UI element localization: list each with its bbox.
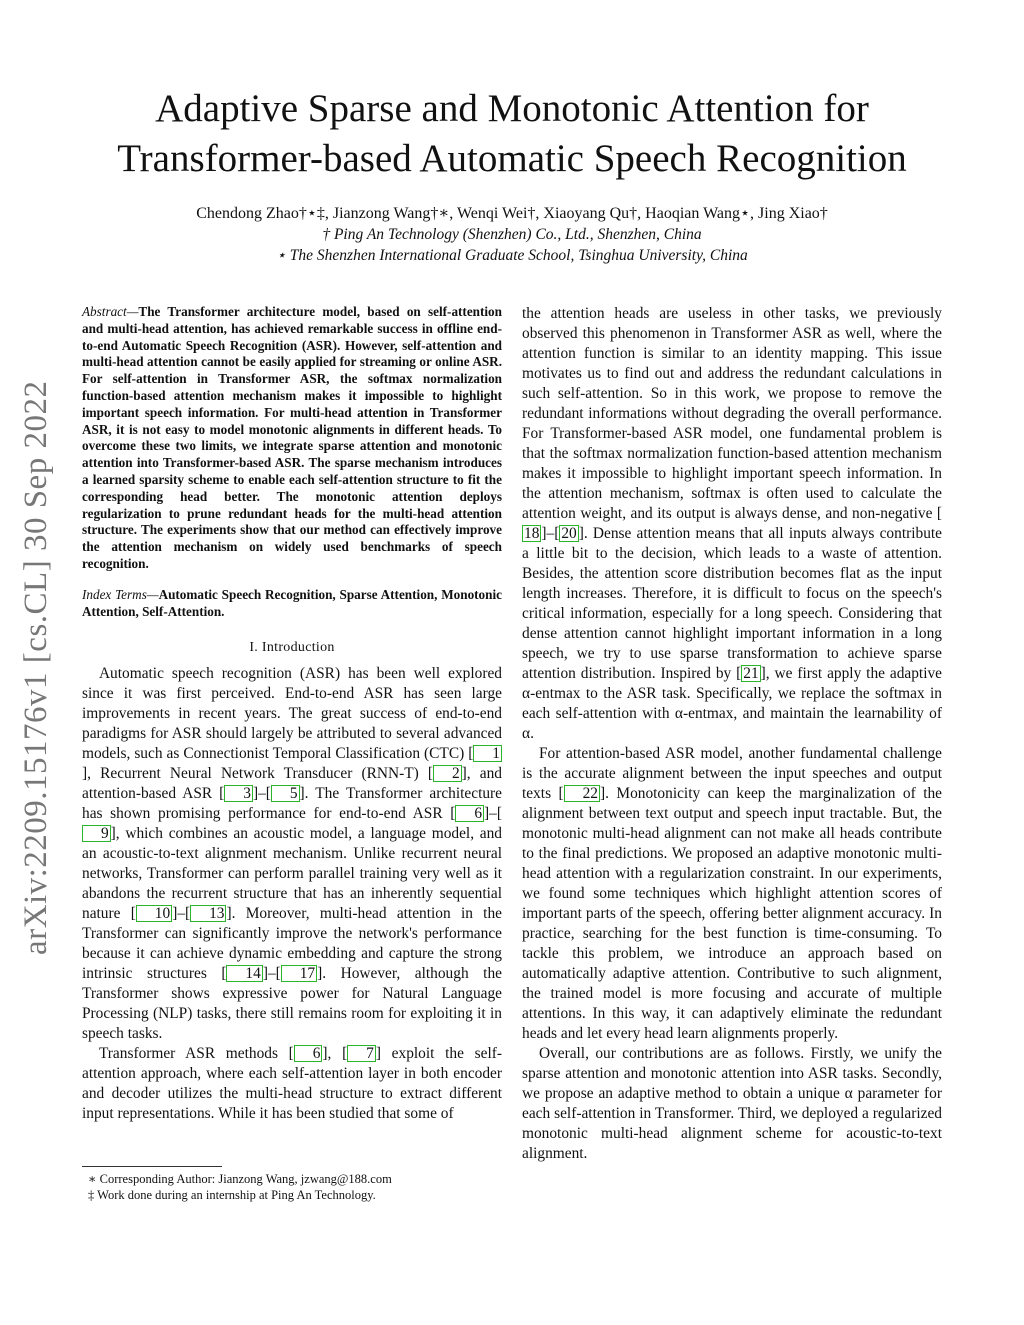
- paragraph-text: the attention heads are useless in other tasks, we previously observed this phenomenon in Transformer ASR as well, where the attention function is similar to an identity mapping. This issue motivates us to find out and address the redundant calculations in such self-attention. So in this work, we propose to remove the redundant informations without degrading the overall performance. For Transformer-based ASR model, one fundamental problem is that the softmax normalization function-based attention mechanism makes it impossible to highlight important speech information. In the attention mechanism, softmax is often used to calculate the attention weight, and its output is always dense, and non-negative [: [522, 305, 942, 522]
- citation-link[interactable]: 22: [564, 785, 600, 802]
- intro-paragraph-1: [82, 664, 502, 1044]
- footnote-rule: [82, 1166, 222, 1167]
- paragraph-text: ]–[: [172, 905, 191, 923]
- paragraph-text: Transformer ASR methods [: [98, 1045, 294, 1063]
- title-line-2: Transformer-based Automatic Speech Recognition: [117, 137, 907, 180]
- title-line-1: Adaptive Sparse and Monotonic Attention for: [155, 87, 869, 130]
- footnote-corresponding-author: ∗ Corresponding Author: Jianzong Wang, jzwang@188.com: [88, 1172, 392, 1186]
- affiliation-ping-an: † Ping An Technology (Shenzhen) Co., Ltd., Shenzhen, China: [322, 226, 702, 243]
- citation-link[interactable]: 10: [136, 905, 172, 922]
- paragraph-text: ]–[: [541, 525, 560, 542]
- citation-link[interactable]: 20: [561, 525, 577, 542]
- citation-link[interactable]: 6: [294, 1045, 323, 1062]
- citation-link[interactable]: 5: [271, 785, 300, 802]
- abstract-text: The Transformer architecture model, based on self-attention and multi-head attention, has achieved remarkable success in offline end-to-end Automatic Speech Recognition (ASR). However, self-attention and multi-head attention cannot be easily applied for streaming or online ASR. For self-attention in Transformer ASR, the softmax normalization function-based attention mechanism makes it impossible to highlight important speech information. For multi-head attention in Transformer ASR, it is not easy to model monotonic alignments in different heads. To overcome these two limits, we integrate sparse attention and monotonic attention into Transformer-based ASR. The sparse mechanism introduces a learned sparsity scheme to enable each self-attention structure to fit the corresponding head better. The monotonic attention deploys regularization to prune redundant heads for the multi-head attention structure. The experiments show that our method can effectively improve the attention mechanism on widely used benchmarks of speech recognition.: [82, 304, 502, 571]
- right-paragraph-1: [522, 304, 942, 744]
- arxiv-identifier[interactable]: arXiv:2209.15176v1 [cs.CL] 30 Sep 2022: [18, 380, 54, 955]
- index-terms-label: Index Terms—: [82, 586, 159, 602]
- citation-link[interactable]: 3: [224, 785, 253, 802]
- paragraph-text: ]. However, although the Transformer shows expressive power for Natural Language Processing (NLP) tasks, there still remains room for exploiting it in speech tasks.: [82, 965, 502, 1043]
- paragraph-text: For attention-based ASR model, another fundamental challenge is the accurate alignment between the input speeches and output texts [: [522, 745, 942, 802]
- citation-link[interactable]: 6: [455, 805, 484, 822]
- abstract-label: Abstract—: [82, 304, 139, 319]
- author-list: Chendong Zhao†⋆‡, Jianzong Wang†∗, Wenqi Wei†, Xiaoyang Qu†, Haoqian Wang⋆, Jing Xiao†: [196, 205, 828, 222]
- citation-link[interactable]: 9: [82, 825, 111, 842]
- paragraph-text: ]–[: [262, 965, 281, 983]
- right-column: [522, 304, 942, 1164]
- abstract: [82, 304, 502, 573]
- right-paragraph-3: Overall, our contributions are as follows. Firstly, we unify the sparse attention and monotonic attention into ASR tasks. Secondly, we propose an adaptive method to obtain a unique α parameter for each self-attention in Transformer. Third, we deployed a regularized monotonic multi-head alignment scheme for acoustic-to-text alignment.: [522, 1045, 942, 1162]
- paragraph-text: ]. The Transformer architecture has shown promising performance for end-to-end ASR [: [82, 785, 502, 823]
- citation-link[interactable]: 2: [433, 765, 462, 782]
- paragraph-text: ]. Moreover, multi-head attention in the Transformer can significantly improve the network's performance because it can achieve dynamic embedding and capture the strong intrinsic structures [: [82, 905, 502, 983]
- citation-link[interactable]: 13: [190, 905, 226, 922]
- paragraph-text: ], we first apply the adaptive α-entmax to the ASR task. Specifically, we replace the softmax in each self-attention with α-entmax, and maintain the learnability of α.: [522, 665, 943, 742]
- right-paragraph-2: [522, 744, 942, 1044]
- index-terms-text: Automatic Speech Recognition, Sparse Attention, Monotonic Attention, Self-Attention.: [82, 586, 502, 619]
- footnote-internship: ‡ Work done during an internship at Ping An Technology.: [88, 1188, 376, 1202]
- section-heading-introduction: I. Introduction: [249, 640, 335, 656]
- paragraph-text: ], [: [322, 1045, 348, 1063]
- citation-link[interactable]: 17: [281, 965, 317, 982]
- paragraph-text: ]–[: [252, 785, 271, 803]
- citation-link[interactable]: 7: [347, 1045, 376, 1062]
- index-terms: [82, 587, 502, 621]
- affiliation-tsinghua: ⋆ The Shenzhen International Graduate School, Tsinghua University, China: [276, 247, 748, 264]
- paragraph-text: ] exploit the self-attention approach, where each self-attention layer in both encoder and decoder utilizes the multi-head structure to extract different input representations. While it has been studied that some of: [82, 1045, 502, 1123]
- citation-link[interactable]: 1: [473, 745, 502, 762]
- left-column: [82, 304, 502, 1124]
- paragraph-text: Automatic speech recognition (ASR) has been well explored since it was first perceived. End-to-end ASR has seen large improvements in recent years. The great success of end-to-end paradigms for ASR should largely be attributed to several advanced models, such as Connectionist Temporal Classification (CTC) [: [82, 665, 502, 763]
- paragraph-text: ]. Monotonicity can keep the marginalization of the alignment between text output and speech input tractable. But, the monotonic multi-head alignment can not make all heads contribute to the final predictions. We proposed an adaptive monotonic multi-head attention with a regularization constraint. In our experiments, we found some techniques which highlight attention scores of important parts of the speech, offering better alignment accuracy. In practice, searching for the best function is time-consuming. To tackle this problem, we introduce an approach based on automatically adaptive attention. Contributive to such alignment, the trained model is more focusing and accurate of multiple attentions. In this way, it can adaptively eliminate the redundant heads and let every head learn alignments properly.: [522, 785, 942, 1042]
- footnotes: [82, 1166, 502, 1203]
- paragraph-text: ], Recurrent Neural Network Transducer (RNN-T) [: [82, 765, 434, 783]
- paragraph-text: ], and attention-based ASR [: [82, 765, 502, 803]
- paragraph-text: ]. Dense attention means that all inputs always contribute a little bit to the decision, which leads to a waste of attention. Besides, the attention score distribution becomes flat as the input length increases. Therefore, it is difficult to focus on the speech's critical information, especially for a long speech. Considering that dense attention cannot highlight important information in a long speech, we try to use sparse transformation to achieve sparse attention distribution. Inspired by [: [522, 525, 942, 682]
- paper-title: [60, 84, 964, 184]
- citation-link[interactable]: 14: [226, 965, 262, 982]
- intro-paragraph-2: [82, 1044, 502, 1124]
- citation-link[interactable]: 21: [743, 665, 759, 682]
- citation-link[interactable]: 18: [524, 525, 540, 542]
- paragraph-text: ]–[: [484, 805, 502, 823]
- paragraph-text: ], which combines an acoustic model, a language model, and an acoustic-to-text alignment mechanism. Unlike recurrent neural networks, Transformer can perform parallel training very well as it abandons the recurrent structure that has an inherently sequential nature [: [82, 825, 502, 923]
